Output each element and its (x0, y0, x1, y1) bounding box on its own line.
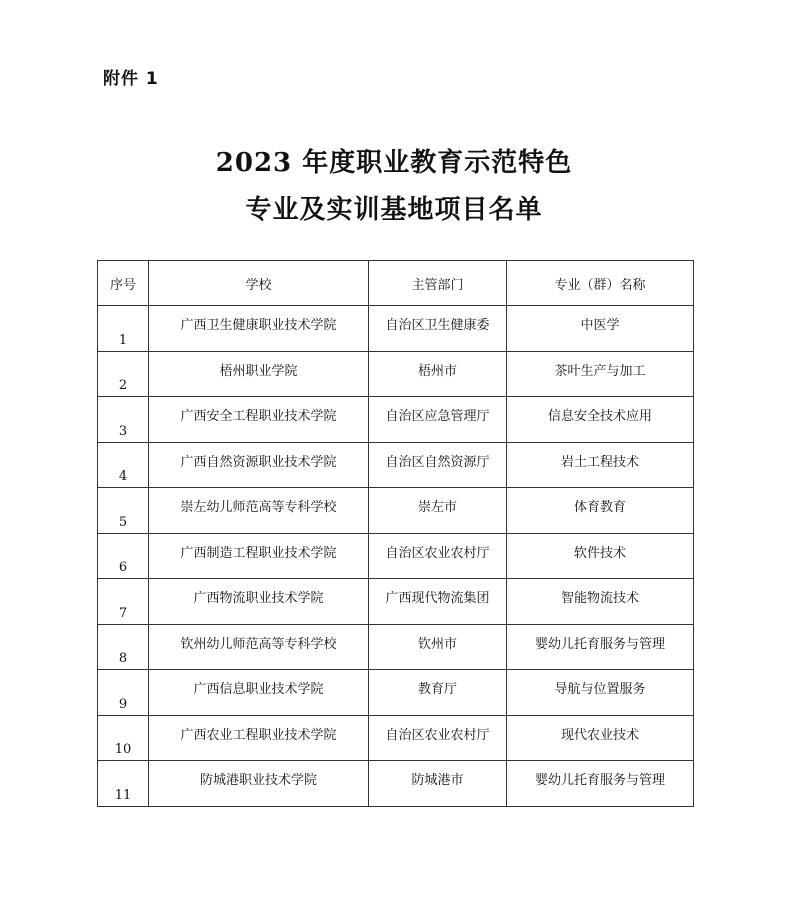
cell-dept: 自治区卫生健康委 (369, 306, 507, 352)
table-row (98, 761, 694, 807)
table-row (98, 442, 694, 488)
cell-dept: 教育厅 (369, 670, 507, 716)
cell-school: 广西卫生健康职业技术学院 (149, 306, 369, 352)
cell-major: 婴幼儿托育服务与管理 (507, 761, 694, 807)
project-list-table (97, 260, 694, 807)
cell-major: 岩土工程技术 (507, 442, 694, 488)
header-major: 专业（群）名称 (507, 261, 694, 306)
cell-school: 广西自然资源职业技术学院 (149, 442, 369, 488)
cell-no: 2 (98, 351, 149, 397)
cell-school: 广西物流职业技术学院 (149, 579, 369, 625)
cell-no: 7 (98, 579, 149, 625)
cell-dept: 钦州市 (369, 624, 507, 670)
cell-major: 婴幼儿托育服务与管理 (507, 624, 694, 670)
cell-major: 现代农业技术 (507, 715, 694, 761)
cell-no: 4 (98, 442, 149, 488)
cell-dept: 自治区自然资源厅 (369, 442, 507, 488)
cell-no: 8 (98, 624, 149, 670)
cell-school: 崇左幼儿师范高等专科学校 (149, 488, 369, 534)
cell-school: 广西制造工程职业技术学院 (149, 533, 369, 579)
table-row (98, 351, 694, 397)
table-header-row (98, 261, 694, 306)
cell-dept: 自治区农业农村厅 (369, 715, 507, 761)
cell-dept: 广西现代物流集团 (369, 579, 507, 625)
cell-major: 茶叶生产与加工 (507, 351, 694, 397)
cell-major: 智能物流技术 (507, 579, 694, 625)
table-row (98, 715, 694, 761)
header-school: 学校 (149, 261, 369, 306)
table-row (98, 397, 694, 443)
table-row (98, 670, 694, 716)
cell-school: 广西信息职业技术学院 (149, 670, 369, 716)
attachment-label: 附件 1 (103, 69, 159, 89)
table-row (98, 488, 694, 534)
cell-major: 信息安全技术应用 (507, 397, 694, 443)
cell-school: 广西安全工程职业技术学院 (149, 397, 369, 443)
table-row (98, 624, 694, 670)
cell-major: 体育教育 (507, 488, 694, 534)
cell-school: 防城港职业技术学院 (149, 761, 369, 807)
header-no: 序号 (98, 261, 149, 306)
cell-major: 导航与位置服务 (507, 670, 694, 716)
cell-dept: 防城港市 (369, 761, 507, 807)
table-row (98, 533, 694, 579)
cell-no: 11 (98, 761, 149, 807)
cell-no: 3 (98, 397, 149, 443)
cell-school: 钦州幼儿师范高等专科学校 (149, 624, 369, 670)
cell-school: 广西农业工程职业技术学院 (149, 715, 369, 761)
cell-dept: 梧州市 (369, 351, 507, 397)
cell-no: 9 (98, 670, 149, 716)
cell-dept: 自治区农业农村厅 (369, 533, 507, 579)
document-title-line-2: 专业及实训基地项目名单 (245, 195, 543, 225)
document-title-line-1: 2023 年度职业教育示范特色 (215, 148, 573, 178)
header-dept: 主管部门 (369, 261, 507, 306)
table-row (98, 579, 694, 625)
cell-major: 软件技术 (507, 533, 694, 579)
cell-major: 中医学 (507, 306, 694, 352)
cell-school: 梧州职业学院 (149, 351, 369, 397)
cell-no: 1 (98, 306, 149, 352)
cell-dept: 自治区应急管理厅 (369, 397, 507, 443)
table-row (98, 306, 694, 352)
cell-no: 10 (98, 715, 149, 761)
cell-no: 5 (98, 488, 149, 534)
cell-no: 6 (98, 533, 149, 579)
cell-dept: 崇左市 (369, 488, 507, 534)
